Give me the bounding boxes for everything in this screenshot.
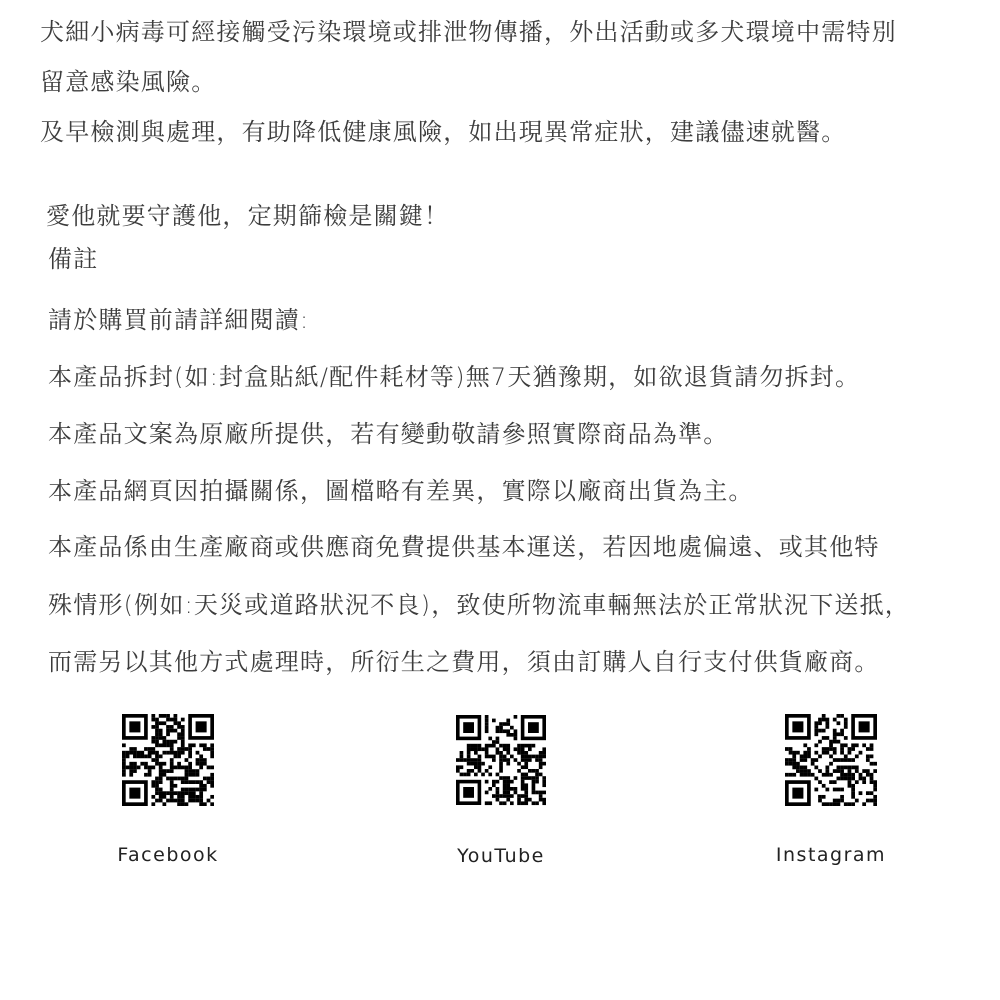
qr-code-icon[interactable]	[122, 714, 214, 806]
note-item-3: 本產品網頁因拍攝關係，圖檔略有差異，實際以廠商出貨為主。	[48, 477, 754, 505]
social-instagram[interactable]	[731, 714, 931, 874]
intro-line-1: 犬細小病毒可經接觸受污染環境或排泄物傳播，外出活動或多犬環境中需特別	[40, 18, 897, 46]
note-item-1: 本產品拆封(如:封盒貼紙/配件耗材等)無7天猶豫期，如欲退貨請勿拆封。	[48, 363, 861, 391]
social-facebook[interactable]	[68, 714, 268, 874]
instagram-label[interactable]: Instagram	[775, 844, 887, 866]
note-item-4: 本產品係由生產廠商或供應商免費提供基本運送，若因地處偏遠、或其他特	[48, 533, 880, 561]
note-item-5: 殊情形(例如:天災或道路狀況不良)，致使所物流車輛無法於正常狀況下送抵，	[48, 591, 911, 619]
note-item-2: 本產品文案為原廠所提供，若有變動敬請參照實際商品為準。	[48, 420, 729, 448]
slogan: 愛他就要守護他，定期篩檢是關鍵！	[46, 202, 450, 230]
qr-code-icon[interactable]	[785, 714, 877, 806]
notes-subheading: 請於購買前請詳細閱讀:	[48, 306, 310, 334]
intro-line-3: 及早檢測與處理，有助降低健康風險，如出現異常症狀，建議儘速就醫。	[40, 118, 847, 146]
social-youtube[interactable]	[401, 714, 601, 874]
youtube-label[interactable]: YouTube	[457, 845, 545, 867]
intro-line-2: 留意感染風險。	[40, 68, 217, 96]
qr-code-icon[interactable]	[456, 714, 546, 806]
facebook-label[interactable]: Facebook	[117, 844, 219, 866]
note-item-6: 而需另以其他方式處理時，所衍生之費用，須由訂購人自行支付供貨廠商。	[48, 648, 880, 676]
notes-heading: 備註	[48, 245, 99, 273]
